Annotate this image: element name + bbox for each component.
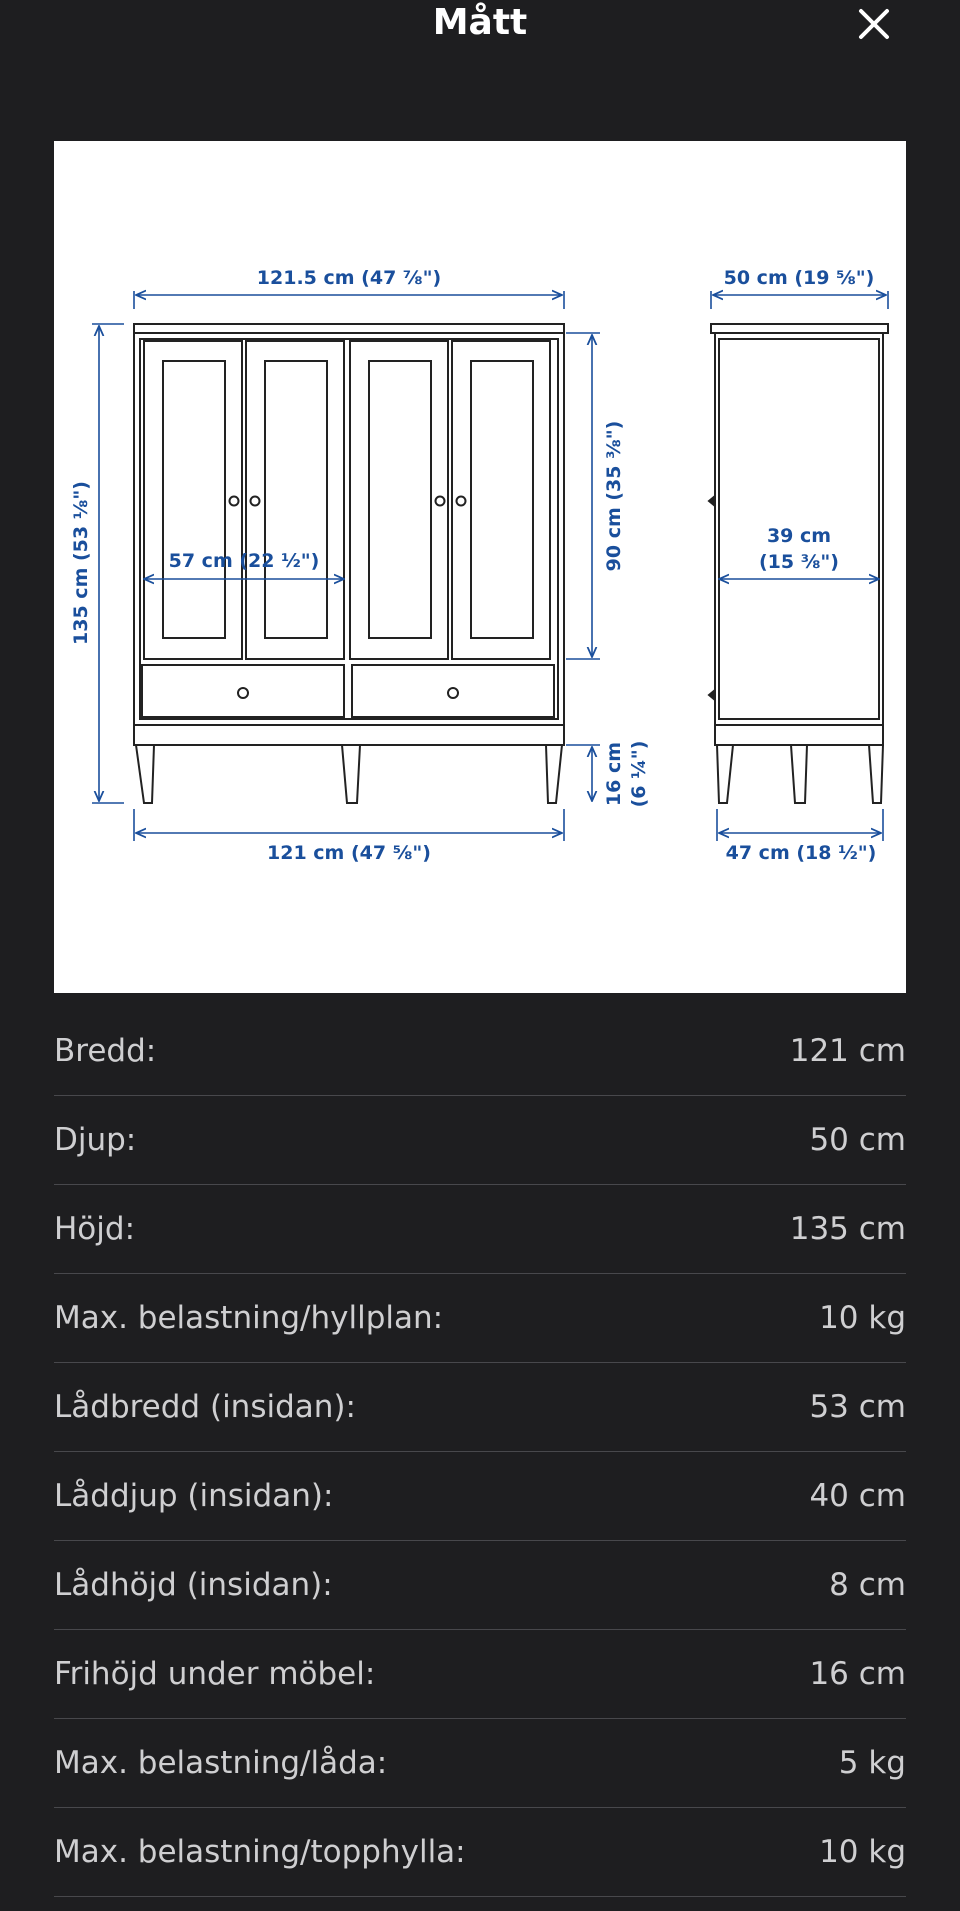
dimension-row-height	[54, 1185, 906, 1274]
dimension-value: 10 kg	[819, 1834, 906, 1870]
dimension-value: 16 cm	[809, 1656, 906, 1692]
dimension-value: 5 kg	[838, 1745, 906, 1781]
dim-top-depth: 50 cm (19 ⅝")	[723, 267, 875, 289]
dim-leg-height-2: (6 ¼")	[628, 740, 650, 808]
dim-bottom-depth: 47 cm (18 ½")	[725, 842, 877, 864]
dimension-label: Max. belastning/låda:	[54, 1745, 388, 1781]
dimension-row-width	[54, 1007, 906, 1096]
dimension-label: Djup:	[54, 1122, 137, 1158]
dimension-list	[54, 1007, 906, 1897]
dimension-label: Frihöjd under möbel:	[54, 1656, 376, 1692]
dimension-label: Max. belastning/hyllplan:	[54, 1300, 444, 1336]
dimension-row-drawer-depth	[54, 1452, 906, 1541]
dimension-row-clearance	[54, 1630, 906, 1719]
dimension-row-drawer-height	[54, 1541, 906, 1630]
dim-inner-width: 57 cm (22 ½")	[168, 550, 320, 572]
dim-total-height: 135 cm (53 ⅛")	[70, 481, 92, 645]
dimension-value: 121 cm	[789, 1033, 906, 1069]
dimension-label: Bredd:	[54, 1033, 157, 1069]
close-icon	[856, 6, 892, 42]
dim-inner-depth-2: (15 ⅜")	[759, 551, 839, 573]
dim-inner-depth-1: 39 cm	[766, 525, 832, 547]
dim-door-height: 90 cm (35 ⅜")	[603, 420, 625, 572]
dimension-label: Max. belastning/topphylla:	[54, 1834, 466, 1870]
dimension-value: 50 cm	[809, 1122, 906, 1158]
dimension-row-max-load-drawer	[54, 1719, 906, 1808]
dimension-value: 8 cm	[829, 1567, 906, 1603]
dimension-row-max-load-shelf	[54, 1274, 906, 1363]
dimension-value: 10 kg	[819, 1300, 906, 1336]
page-title: Mått	[432, 2, 528, 43]
dimension-label: Lådbredd (insidan):	[54, 1389, 356, 1425]
dim-leg-height-1: 16 cm	[603, 741, 625, 807]
dim-top-width: 121.5 cm (47 ⅞")	[256, 267, 442, 289]
dimension-value: 40 cm	[809, 1478, 906, 1514]
dimension-row-max-load-top-shelf	[54, 1808, 906, 1897]
dimension-label: Låddjup (insidan):	[54, 1478, 334, 1514]
dimension-drawing	[54, 141, 906, 993]
dimension-value: 135 cm	[789, 1211, 906, 1247]
dimension-row-depth	[54, 1096, 906, 1185]
close-button[interactable]	[856, 6, 892, 42]
dimension-label: Höjd:	[54, 1211, 136, 1247]
header	[0, 0, 960, 54]
dim-bottom-width: 121 cm (47 ⅝")	[267, 842, 431, 864]
dimension-row-drawer-width	[54, 1363, 906, 1452]
dimension-value: 53 cm	[809, 1389, 906, 1425]
dimension-label: Lådhöjd (insidan):	[54, 1567, 333, 1603]
